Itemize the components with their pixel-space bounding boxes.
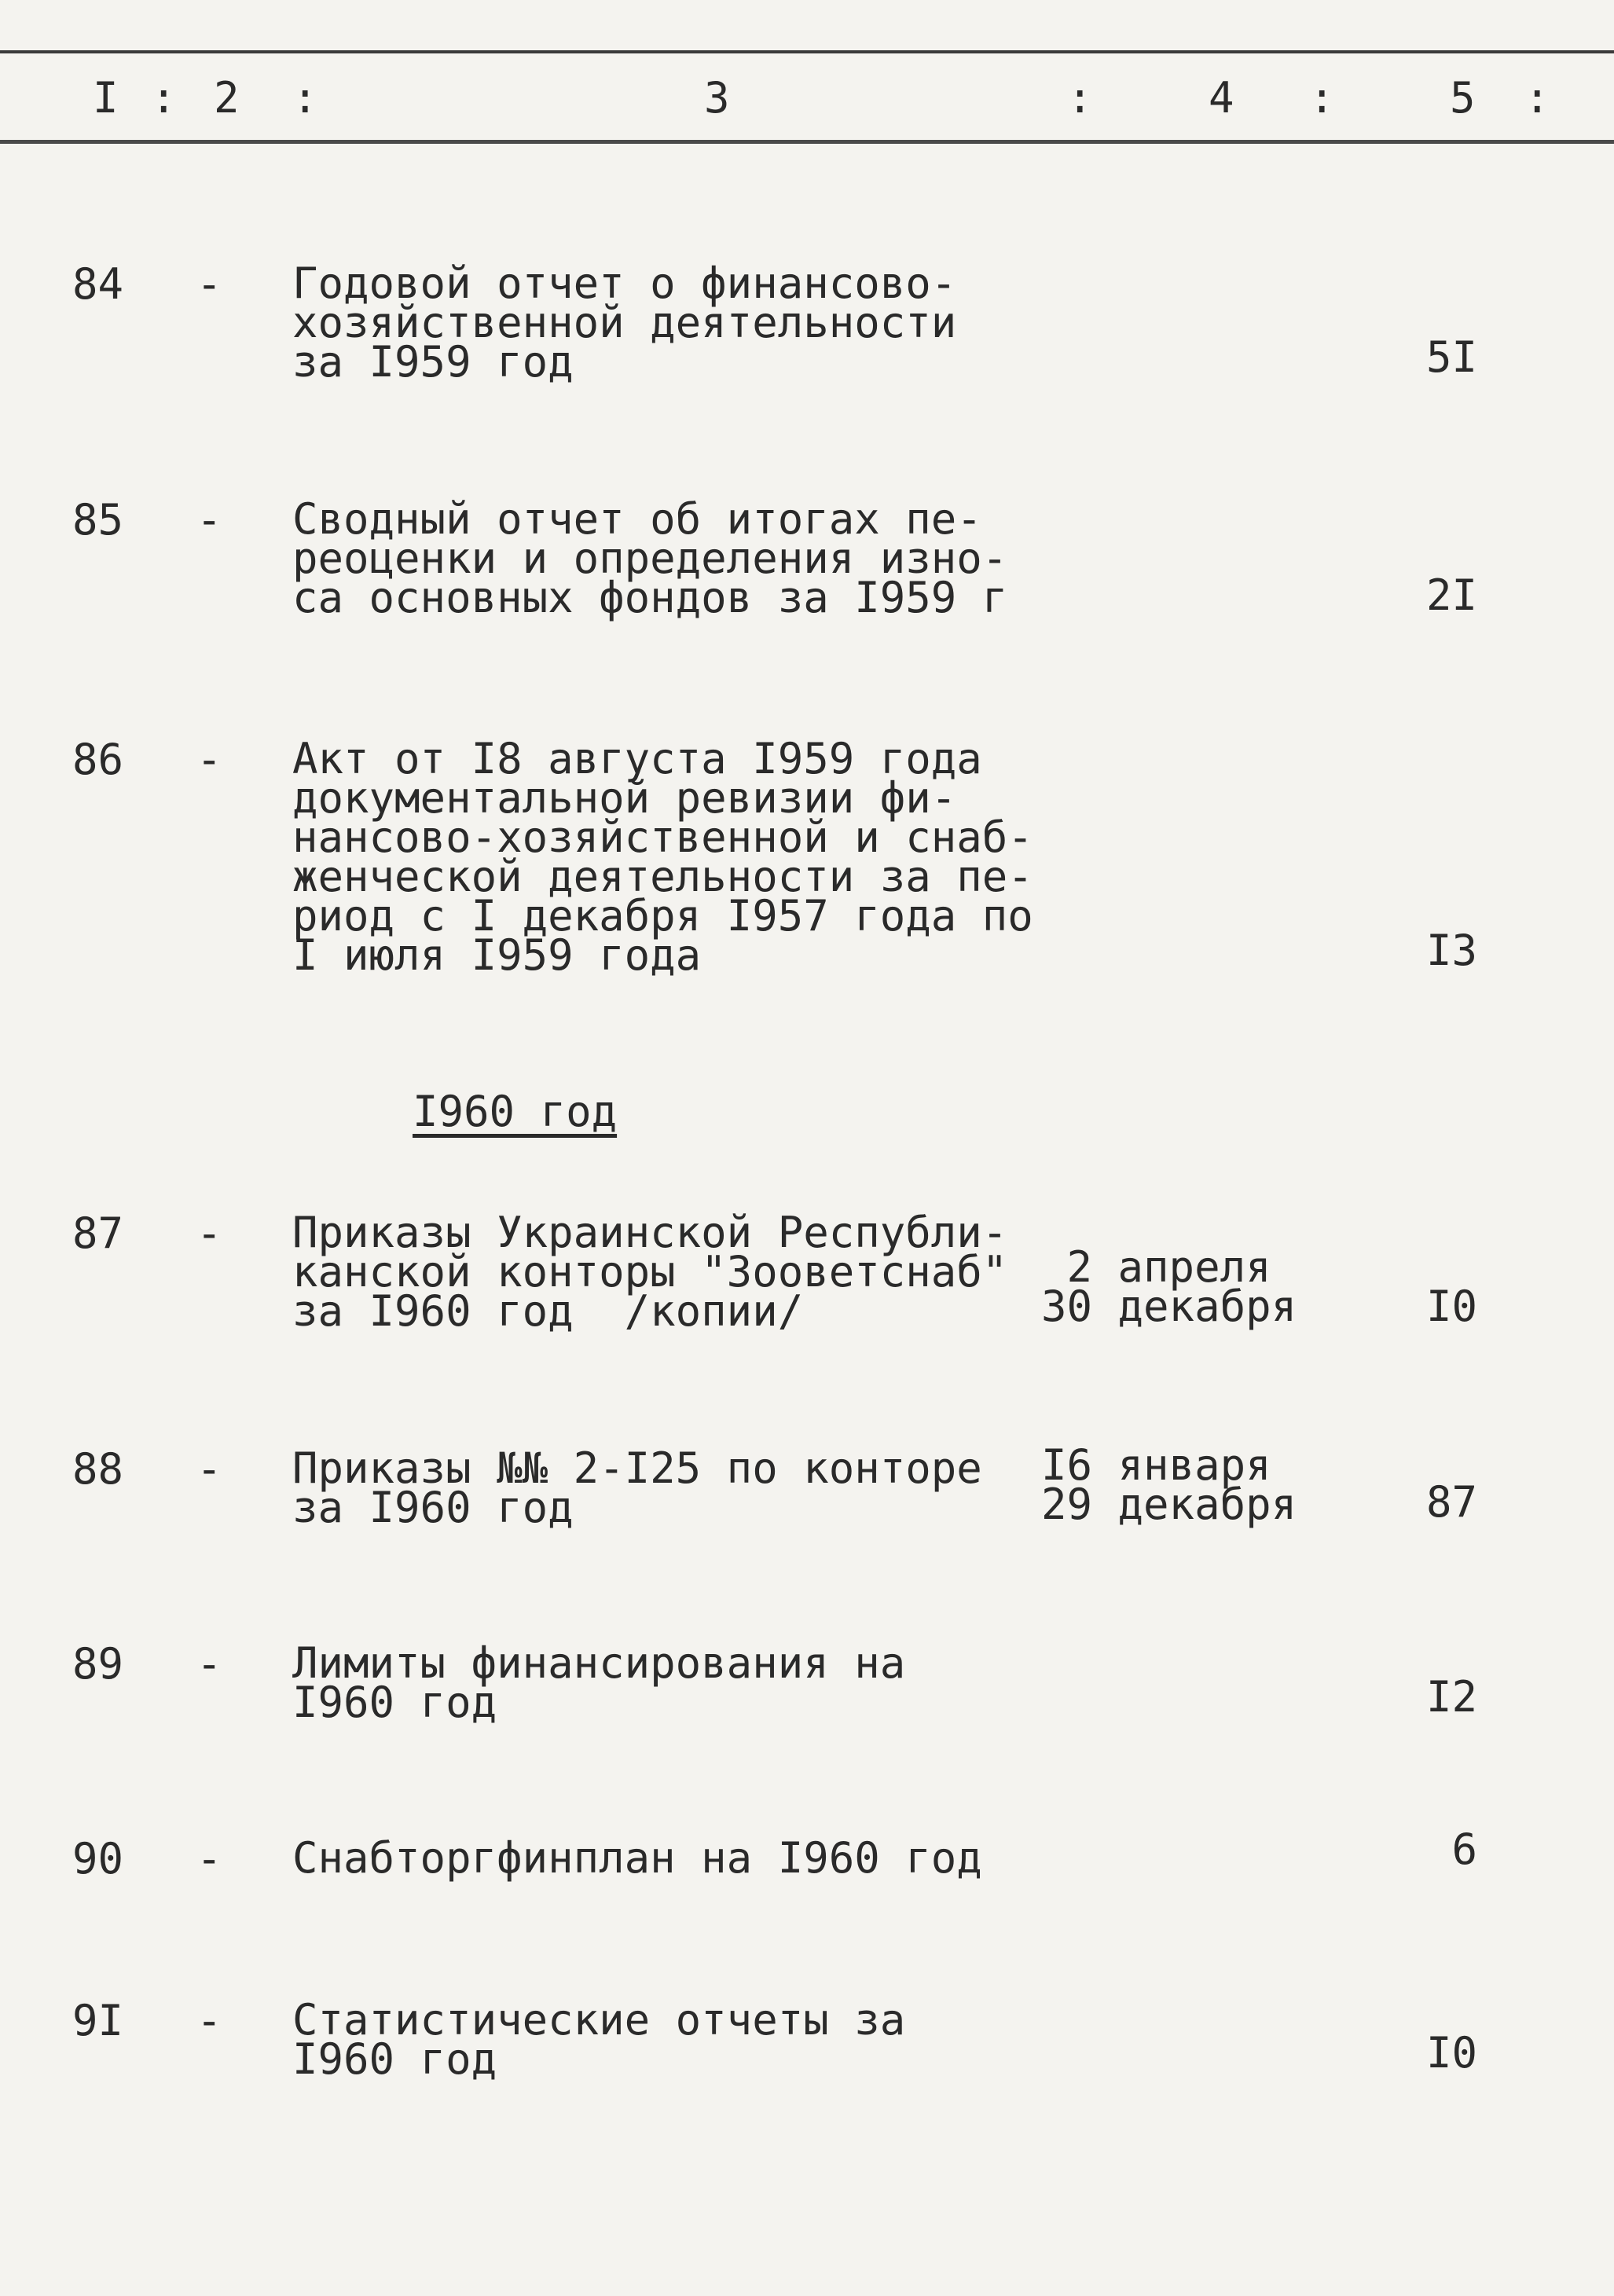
entry-dates (1041, 1242, 1297, 1331)
entry-number: 86 (72, 735, 124, 784)
entry-title-line: Приказы №№ 2-I25 по конторе (292, 1443, 982, 1493)
entry-title-line: реоценки и определения изно- (292, 534, 1008, 583)
section-heading-1960: I960 год (413, 1087, 618, 1136)
entry-date-line: 29 декабря (1041, 1480, 1297, 1529)
entry-title-line: за I960 год /копии/ (292, 1286, 804, 1336)
entry-dash: - (196, 495, 222, 545)
entry-title (292, 1208, 1031, 1336)
entry-dash: - (196, 1834, 222, 1883)
entry-title-line: документальной ревизии фи- (292, 773, 957, 823)
entry-number: 85 (72, 495, 124, 545)
entry-title-line: женческой деятельности за пе- (292, 852, 1033, 901)
entry-title (292, 734, 1033, 980)
entry-sheet-count: I0 (1425, 1282, 1477, 1331)
entry-title-line: риод с I декабря I957 года по (292, 891, 1033, 941)
entry-sheet-count: I0 (1425, 2028, 1477, 2078)
entry-title-line: хозяйственной деятельности (292, 298, 957, 347)
entry-dash: - (196, 1444, 222, 1494)
entry-number: 84 (72, 259, 124, 309)
entry-title (292, 494, 1031, 622)
entry-number: 9I (72, 1996, 124, 2045)
header-sep2: : (292, 73, 318, 123)
entry-title (292, 1833, 1031, 1883)
entry-sheet-count: 87 (1425, 1477, 1477, 1527)
entry-title (292, 1638, 1031, 1727)
entry-title-line: нансово-хозяйственной и снаб- (292, 812, 1033, 862)
entry-dash: - (196, 735, 222, 784)
entry-number: 87 (72, 1209, 124, 1258)
header-col1: I (93, 73, 119, 123)
header-sep4: : (1309, 73, 1335, 123)
entry-date-line: 30 декабря (1041, 1282, 1297, 1331)
entry-dash: - (196, 1996, 222, 2045)
entry-title-line: Сводный отчет об итогах пе- (292, 494, 982, 544)
entry-sheet-count: I3 (1425, 926, 1477, 975)
header-sep5: : (1524, 73, 1550, 123)
entry-sheet-count: 6 (1451, 1825, 1477, 1874)
entry-title-line: Снабторгфинплан на I960 год (292, 1833, 982, 1883)
entry-title-line: за I959 год (292, 337, 574, 387)
header-bottom-rule (0, 140, 1614, 144)
entry-title-line: Лимиты финансирования на (292, 1638, 906, 1688)
entry-title-line: Акт от I8 августа I959 года (292, 734, 982, 783)
entry-sheet-count: I2 (1425, 1672, 1477, 1722)
entry-title-line: за I960 год (292, 1483, 574, 1532)
entry-title-line: Статистические отчеты за (292, 1995, 906, 2045)
header-col2: 2 (214, 73, 240, 123)
header-col5: 5 (1450, 73, 1476, 123)
entry-date-line: 2 апреля (1041, 1242, 1271, 1292)
entry-date-line: I6 января (1041, 1440, 1271, 1490)
header-col4: 4 (1209, 73, 1234, 123)
entry-number: 88 (72, 1444, 124, 1494)
header-top-rule (0, 50, 1614, 53)
entry-title-line: I960 год (292, 2034, 497, 2084)
entry-title (292, 1443, 1031, 1532)
entry-dates (1041, 1440, 1297, 1529)
entry-title-line: канской конторы "Зооветснаб" (292, 1247, 1008, 1297)
header-col3: 3 (704, 73, 730, 123)
entry-number: 90 (72, 1834, 124, 1883)
entry-dash: - (196, 259, 222, 309)
entry-dash: - (196, 1639, 222, 1689)
entry-title-line: Годовой отчет о финансово- (292, 259, 957, 308)
entry-title (292, 1995, 1031, 2084)
entry-title-line: I июля I959 года (292, 930, 702, 980)
header-sep3: : (1067, 73, 1093, 123)
entry-title-line: I960 год (292, 1678, 497, 1727)
entry-title-line: Приказы Украинской Республи- (292, 1208, 1008, 1257)
entry-sheet-count: 5I (1425, 332, 1477, 382)
header-sep1: : (151, 73, 177, 123)
entry-number: 89 (72, 1639, 124, 1689)
entry-dash: - (196, 1209, 222, 1258)
entry-title-line: са основных фондов за I959 г (292, 573, 1008, 622)
entry-title (292, 259, 1031, 387)
entry-sheet-count: 2I (1425, 570, 1477, 620)
